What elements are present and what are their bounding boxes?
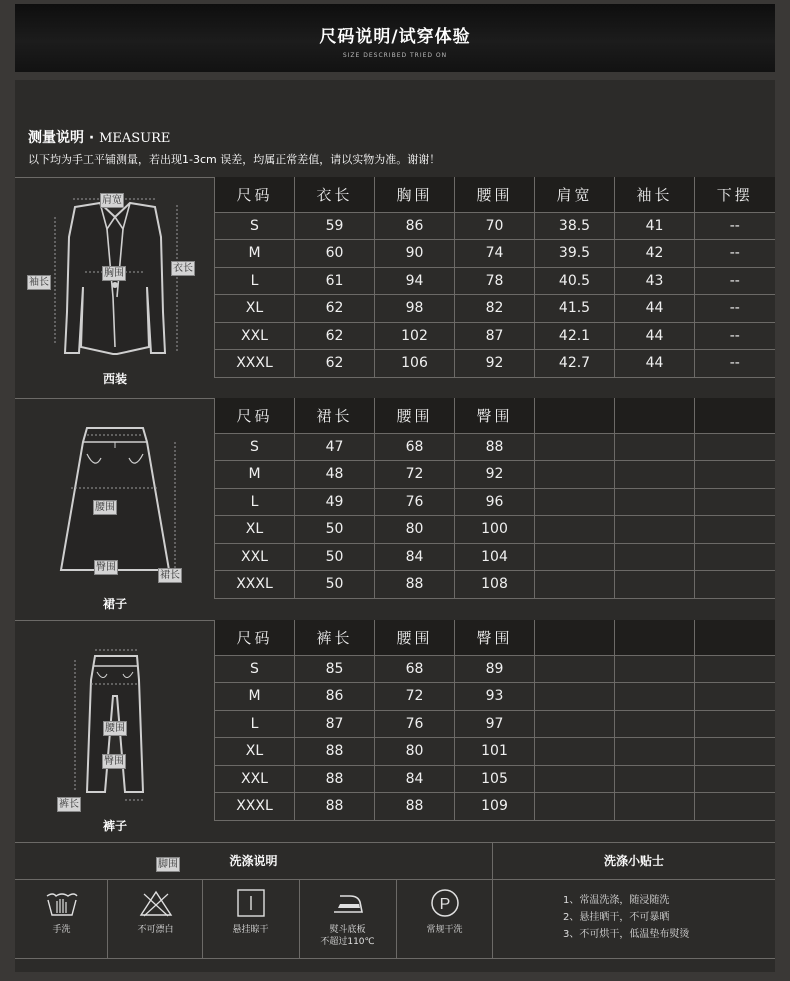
table-cell: 50	[295, 543, 375, 571]
care-divider	[492, 842, 493, 958]
table-cell: 87	[295, 710, 375, 738]
table-cell: 62	[295, 295, 375, 323]
care-label: 常规干洗	[426, 925, 463, 935]
table-cell	[695, 710, 775, 738]
table-cell: 88	[295, 793, 375, 821]
suit-figure	[15, 177, 215, 398]
table-cell: --	[695, 267, 775, 295]
table-cell: 88	[375, 793, 455, 821]
table-cell: 42.1	[535, 322, 615, 350]
pants-diagram-icon	[15, 620, 215, 820]
table-cell: XXL	[215, 322, 295, 350]
column-header	[535, 398, 615, 433]
table-cell: 80	[375, 516, 455, 544]
banner-title: 尺码说明/试穿体验	[319, 27, 471, 47]
table-cell	[695, 683, 775, 711]
sleeve-tag: 袖长	[29, 277, 49, 288]
column-header: 尺码	[215, 398, 295, 433]
column-header	[695, 620, 775, 655]
table-cell: 94	[375, 267, 455, 295]
care-item-no-bleach	[108, 888, 203, 936]
column-header: 肩宽	[535, 177, 615, 212]
care-tip: 1、常温洗涤，随浸随洗	[563, 895, 670, 906]
table-cell: 41	[615, 212, 695, 240]
table-cell: 80	[375, 738, 455, 766]
table-cell	[695, 516, 775, 544]
table-header-row	[215, 620, 775, 655]
column-header: 尺码	[215, 177, 295, 212]
table-cell: 38.5	[535, 212, 615, 240]
table-cell: 48	[295, 461, 375, 489]
table-cell	[695, 738, 775, 766]
table-cell	[535, 710, 615, 738]
table-cell: 87	[455, 322, 535, 350]
table-cell	[695, 543, 775, 571]
table-cell	[535, 433, 615, 461]
table-cell: 40.5	[535, 267, 615, 295]
column-header: 腰围	[375, 620, 455, 655]
table-header-row	[215, 177, 775, 212]
table-cell: XXXL	[215, 571, 295, 599]
shoulder-tag: 肩宽	[102, 195, 122, 206]
measure-title-cn: 测量说明 ·	[28, 130, 100, 146]
table-row	[215, 488, 775, 516]
table-cell: 88	[455, 433, 535, 461]
table-cell	[615, 488, 695, 516]
care-label: 手洗	[52, 925, 71, 935]
table-cell	[535, 461, 615, 489]
table-header-row	[215, 398, 775, 433]
table-cell	[535, 765, 615, 793]
table-row	[215, 793, 775, 821]
leg-opening-tag: 脚围	[158, 859, 178, 870]
table-cell: 72	[375, 461, 455, 489]
table-row	[215, 710, 775, 738]
table-cell	[615, 571, 695, 599]
suit-caption: 西装	[102, 372, 127, 386]
table-cell: --	[695, 295, 775, 323]
column-header: 胸围	[375, 177, 455, 212]
table-cell: 84	[375, 543, 455, 571]
dry-clean-icon	[427, 888, 463, 918]
table-cell: 60	[295, 240, 375, 268]
table-cell: 68	[375, 655, 455, 683]
table-row	[215, 240, 775, 268]
column-header: 衣长	[295, 177, 375, 212]
table-cell: 50	[295, 571, 375, 599]
table-cell: M	[215, 683, 295, 711]
table-cell: 104	[455, 543, 535, 571]
table-cell: 44	[615, 295, 695, 323]
table-cell	[615, 793, 695, 821]
table-cell: XL	[215, 516, 295, 544]
table-cell: S	[215, 655, 295, 683]
care-label	[300, 924, 395, 948]
iron-icon	[330, 888, 366, 918]
table-cell: 109	[455, 793, 535, 821]
table-cell: 62	[295, 322, 375, 350]
table-cell: 84	[375, 765, 455, 793]
table-cell: S	[215, 212, 295, 240]
table-cell: 61	[295, 267, 375, 295]
pants-caption: 裤子	[102, 819, 127, 833]
waist-tag: 腰围	[95, 502, 115, 513]
table-cell: 100	[455, 516, 535, 544]
table-row	[215, 212, 775, 240]
column-header: 裙长	[295, 398, 375, 433]
table-row	[215, 433, 775, 461]
table-cell: 70	[455, 212, 535, 240]
hip-tag: 臀围	[96, 562, 116, 573]
care-tip: 3、不可烘干，低温垫布熨烫	[563, 929, 690, 940]
hip-tag: 臀围	[104, 756, 124, 767]
table-cell: XXXL	[215, 350, 295, 378]
care-tip: 2、悬挂晒干，不可暴晒	[563, 912, 670, 923]
table-row	[215, 267, 775, 295]
divider	[15, 879, 775, 880]
care-tips-title: 洗涤小贴士	[603, 854, 664, 868]
length-tag: 裙长	[160, 570, 180, 581]
table-cell: S	[215, 433, 295, 461]
skirt-size-table	[214, 398, 775, 599]
divider	[15, 958, 775, 959]
table-cell	[535, 516, 615, 544]
table-cell: XL	[215, 295, 295, 323]
care-label-line: 熨斗底板	[329, 925, 366, 935]
table-cell: 106	[375, 350, 455, 378]
table-cell: 76	[375, 710, 455, 738]
table-cell: 88	[295, 738, 375, 766]
column-header	[615, 620, 695, 655]
table-cell: 42.7	[535, 350, 615, 378]
divider	[15, 842, 775, 843]
column-header: 下摆	[695, 177, 775, 212]
table-cell	[615, 710, 695, 738]
table-cell: L	[215, 267, 295, 295]
table-cell	[535, 793, 615, 821]
table-row	[215, 350, 775, 378]
table-row	[215, 516, 775, 544]
column-header	[535, 620, 615, 655]
length-tag: 裤长	[59, 799, 79, 810]
measure-title	[28, 127, 170, 147]
care-title: 洗涤说明	[229, 854, 278, 868]
table-cell	[615, 461, 695, 489]
table-cell: 98	[375, 295, 455, 323]
table-cell: 47	[295, 433, 375, 461]
table-cell: 86	[375, 212, 455, 240]
pants-size-table	[214, 620, 775, 821]
table-cell	[535, 543, 615, 571]
table-cell	[615, 516, 695, 544]
table-cell	[615, 765, 695, 793]
table-cell	[695, 571, 775, 599]
table-cell: 44	[615, 350, 695, 378]
care-item-iron	[300, 888, 395, 948]
care-label: 悬挂晾干	[232, 925, 269, 935]
table-cell: 68	[375, 433, 455, 461]
table-cell: --	[695, 350, 775, 378]
table-cell	[535, 738, 615, 766]
table-cell	[615, 683, 695, 711]
size-panel	[15, 80, 775, 972]
table-cell	[695, 461, 775, 489]
table-cell: L	[215, 488, 295, 516]
table-cell	[695, 793, 775, 821]
care-item-hang-dry	[203, 888, 298, 936]
skirt-figure	[15, 398, 215, 620]
table-cell: XXL	[215, 765, 295, 793]
hang-dry-icon	[233, 888, 269, 918]
table-cell: 76	[375, 488, 455, 516]
table-cell	[535, 571, 615, 599]
column-header	[695, 398, 775, 433]
table-cell: 90	[375, 240, 455, 268]
table-cell: 97	[455, 710, 535, 738]
table-cell: --	[695, 322, 775, 350]
table-cell: 88	[375, 571, 455, 599]
table-cell: 88	[295, 765, 375, 793]
care-label-line: 不超过110℃	[320, 937, 375, 947]
chest-tag: 胸围	[104, 268, 124, 279]
measure-title-en: MEASURE	[99, 131, 171, 146]
table-cell: M	[215, 461, 295, 489]
column-header: 裤长	[295, 620, 375, 655]
table-cell: 39.5	[535, 240, 615, 268]
banner-subtitle: SIZE DESCRIBED TRIED ON	[342, 52, 448, 59]
table-cell: 41.5	[535, 295, 615, 323]
table-cell: 49	[295, 488, 375, 516]
table-cell: 96	[455, 488, 535, 516]
column-header: 腰围	[455, 177, 535, 212]
table-cell: XXL	[215, 543, 295, 571]
table-cell	[695, 655, 775, 683]
table-cell: 108	[455, 571, 535, 599]
table-row	[215, 655, 775, 683]
care-item-dry-clean	[397, 888, 492, 936]
hand-wash-icon	[44, 888, 80, 918]
table-cell: 59	[295, 212, 375, 240]
table-cell	[535, 655, 615, 683]
table-cell	[535, 683, 615, 711]
measure-note: 以下均为手工平铺测量，若出现1-3cm 误差，均属正常差值，请以实物为准。谢谢！	[28, 153, 441, 166]
table-cell: M	[215, 240, 295, 268]
table-cell: 86	[295, 683, 375, 711]
table-cell: XXXL	[215, 793, 295, 821]
table-cell: 62	[295, 350, 375, 378]
table-cell	[615, 543, 695, 571]
column-header	[615, 398, 695, 433]
table-cell: 101	[455, 738, 535, 766]
table-cell	[615, 433, 695, 461]
table-cell	[615, 655, 695, 683]
table-row	[215, 738, 775, 766]
care-label: 不可漂白	[137, 925, 174, 935]
table-cell: 43	[615, 267, 695, 295]
table-cell: 89	[455, 655, 535, 683]
skirt-caption: 裙子	[102, 597, 127, 611]
table-cell: 42	[615, 240, 695, 268]
column-header: 腰围	[375, 398, 455, 433]
table-cell	[615, 738, 695, 766]
waist-tag: 腰围	[105, 723, 125, 734]
table-cell: 85	[295, 655, 375, 683]
column-header: 臀围	[455, 620, 535, 655]
table-row	[215, 683, 775, 711]
table-row	[215, 765, 775, 793]
table-cell: 74	[455, 240, 535, 268]
table-cell: 50	[295, 516, 375, 544]
table-cell	[535, 488, 615, 516]
care-item-hand-wash	[14, 888, 109, 936]
table-cell	[695, 765, 775, 793]
table-cell: 72	[375, 683, 455, 711]
table-cell: --	[695, 212, 775, 240]
table-cell	[695, 488, 775, 516]
column-header: 尺码	[215, 620, 295, 655]
table-cell	[695, 433, 775, 461]
table-row	[215, 322, 775, 350]
table-row	[215, 543, 775, 571]
table-row	[215, 461, 775, 489]
length-tag: 衣长	[173, 263, 193, 274]
table-cell: 92	[455, 461, 535, 489]
header-banner	[15, 4, 775, 72]
table-row	[215, 295, 775, 323]
no-bleach-icon	[138, 888, 174, 918]
column-header: 袖长	[615, 177, 695, 212]
table-cell: 92	[455, 350, 535, 378]
pants-figure	[15, 620, 215, 870]
table-cell: XL	[215, 738, 295, 766]
table-row	[215, 571, 775, 599]
svg-text:P: P	[439, 896, 450, 913]
suit-size-table	[214, 177, 775, 378]
table-cell: 82	[455, 295, 535, 323]
table-cell: 105	[455, 765, 535, 793]
table-cell: 102	[375, 322, 455, 350]
care-tips-list	[563, 892, 689, 943]
table-cell: 44	[615, 322, 695, 350]
table-cell: --	[695, 240, 775, 268]
table-cell: L	[215, 710, 295, 738]
table-cell: 78	[455, 267, 535, 295]
column-header: 臀围	[455, 398, 535, 433]
table-cell: 93	[455, 683, 535, 711]
